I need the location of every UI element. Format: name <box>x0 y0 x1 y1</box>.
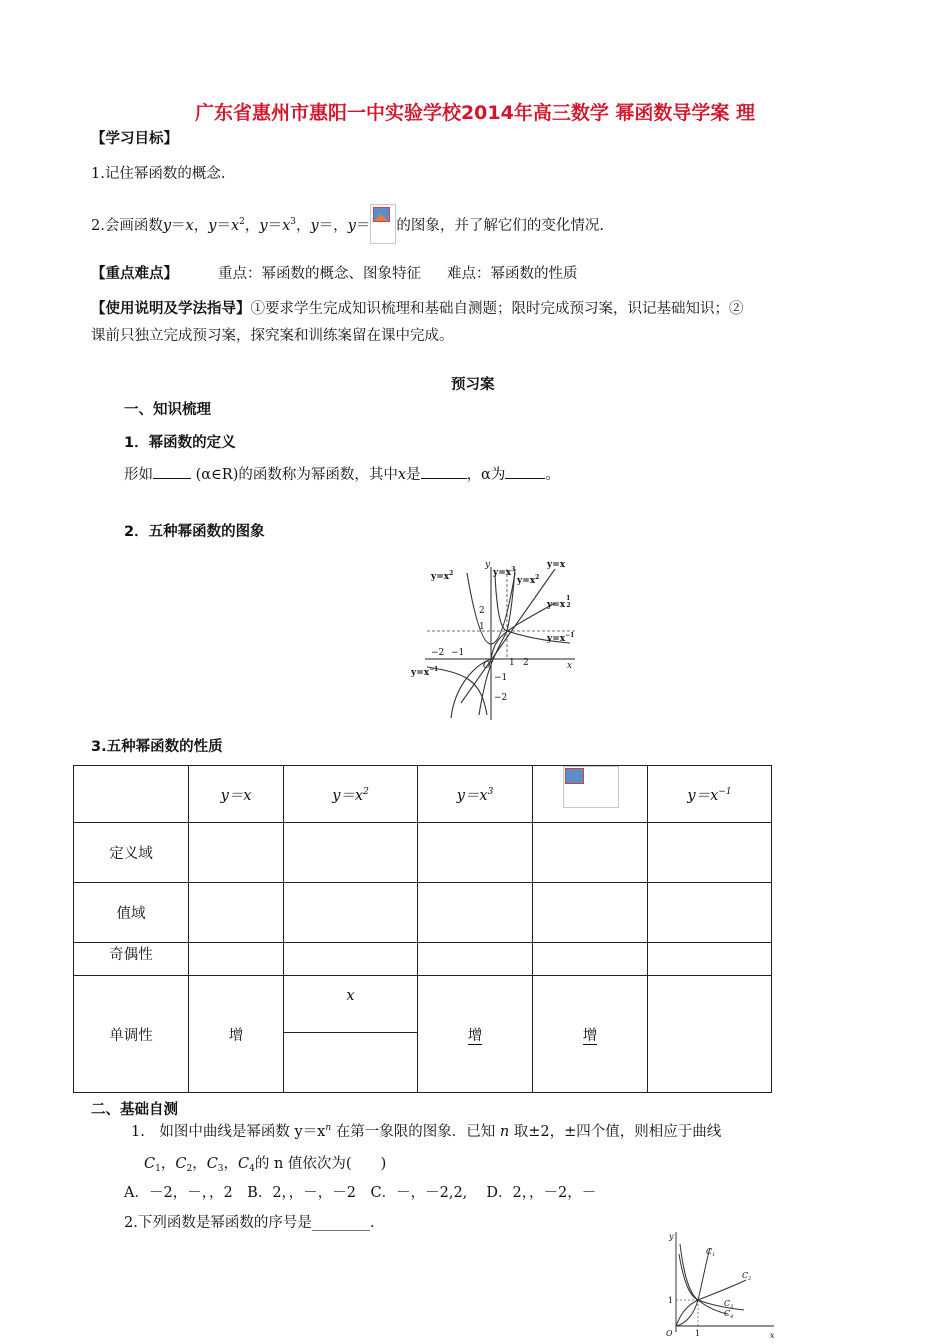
properties-table <box>73 765 772 1093</box>
goal-item-2: 2.会画函数y＝x，$y=x^2$，$y=x^3$，y＝，y＝ 的图象，并了解它们的变化情况. <box>91 204 604 244</box>
page-title: 广东省惠州市惠阳一中实验学校2014年高三数学 幂函数导学案 理 <box>194 102 756 124</box>
header-y-x3: $y=x^3$ <box>418 766 533 823</box>
goals-heading: 【学习目标】 <box>91 131 178 147</box>
broken-image-icon <box>563 766 619 808</box>
properties-heading: 3.五种幂函数的性质 <box>91 739 223 755</box>
curve-c2 <box>676 1280 746 1326</box>
graph-xtick-m1: −1 <box>451 648 465 658</box>
label-y-x2-left: $y=x^2$ <box>431 570 454 582</box>
curve-inv-neg <box>427 667 487 715</box>
curve-x <box>461 569 555 703</box>
graph-x-label: x <box>567 661 573 671</box>
label-y-x: y=x <box>547 560 566 570</box>
usage-line-1: 【使用说明及学法指导】①要求学生完成知识梳理和基础自测题；限时完成预习案，识记基础知识；② <box>91 301 744 317</box>
graph-xtick-1: 1 <box>509 658 515 668</box>
fig-label-c2: $C_2$ <box>742 1271 752 1282</box>
curve-c3 <box>679 1254 744 1310</box>
graph-xtick-2: 2 <box>523 658 529 668</box>
fig-label-c4: $C_4$ <box>724 1309 734 1320</box>
mono-cell-1: 增 <box>189 976 284 1093</box>
graph-tick-2: 2 <box>479 606 485 616</box>
label-y-inv-left: $y=x^{-1}$ <box>411 666 439 678</box>
graph-tick-m2: −2 <box>494 693 508 703</box>
q2-text: 2.下列函数是幂函数的序号是________. <box>124 1215 375 1231</box>
row-label-parity: 奇偶性 <box>74 943 189 976</box>
q1-line-1: 1. 如图中曲线是幂函数 $y=x^n$ 在第一象限的图象．已知 n 取±2，±四个值，则相应于曲线 <box>131 1123 722 1140</box>
mono-cell-3: 增 <box>418 976 533 1093</box>
label-y-x2-right: $y=x^2$ <box>517 574 540 586</box>
keypoints-row: 【重点难点】 重点：幂函数的概念、图象特征 难点：幂函数的性质 <box>91 266 578 282</box>
graph-tick-1: 1 <box>479 622 485 632</box>
curve-c4 <box>680 1244 728 1314</box>
graph-y-label: y <box>485 560 491 570</box>
graph-heading: 2．五种幂函数的图象 <box>124 524 265 540</box>
row-label-range: 值域 <box>74 883 189 943</box>
usage-line-2: 课前只独立完成预习案，探究案和训练案留在课中完成。 <box>91 328 454 344</box>
fig-x-tick-1: 1 <box>695 1329 701 1338</box>
q1-options: A．－2，－，，2 B．2，，－，－2 C．－，－2,2, D．2，，－2，－ <box>124 1185 597 1201</box>
definition-text: 形如 (α∈R)的函数称为幂函数，其中x是 ，α为 。 <box>124 467 560 483</box>
row-label-monotonicity: 单调性 <box>74 976 189 1093</box>
graph-origin-label: O <box>483 661 491 671</box>
header-image <box>533 766 648 823</box>
mono-cell-2-bottom <box>284 1033 418 1093</box>
label-y-x3: $y=x^3$ <box>493 566 516 578</box>
label-y-inv-right: $y=x^{-1}$ <box>547 632 575 644</box>
table-corner <box>74 766 189 823</box>
broken-image-icon <box>370 204 396 244</box>
mono-cell-4: 增 <box>533 976 648 1093</box>
graph-xtick-m2: −2 <box>431 648 445 658</box>
header-y-xinv: $y=x^{-1}$ <box>648 766 772 823</box>
fig-y-label: y <box>669 1232 674 1241</box>
header-y-x2: $y=x^2$ <box>284 766 418 823</box>
fig-x-label: x <box>770 1331 775 1340</box>
section-knowledge: 一、知识梳理 <box>124 402 211 418</box>
selftest-heading: 二、基础自测 <box>91 1102 178 1118</box>
row-label-domain: 定义域 <box>74 823 189 883</box>
graph-tick-m1: −1 <box>494 673 508 683</box>
power-function-graph <box>405 555 595 725</box>
mono-cell-2-top: x <box>284 976 418 1033</box>
q1-line-2: $C_1$，$C_2$，$C_3$，$C_4$的 n 值依次为( ) <box>144 1156 387 1174</box>
definition-heading: 1．幂函数的定义 <box>124 435 236 451</box>
preview-heading: 预习案 <box>451 377 495 393</box>
header-y-x: y＝x <box>189 766 284 823</box>
fig-label-c1: $C_1$ <box>706 1247 716 1258</box>
goal-item-1: 1.记住幂函数的概念. <box>91 166 226 182</box>
curves-figure <box>662 1228 780 1340</box>
fig-label-c3: $C_3$ <box>724 1299 734 1310</box>
mono-cell-5 <box>648 976 772 1093</box>
fig-origin-label: O <box>666 1329 673 1338</box>
fig-y-tick-1: 1 <box>668 1296 674 1305</box>
curve-c1 <box>676 1248 710 1326</box>
label-y-sqrt: $y=x^1$ 2 <box>547 595 571 610</box>
